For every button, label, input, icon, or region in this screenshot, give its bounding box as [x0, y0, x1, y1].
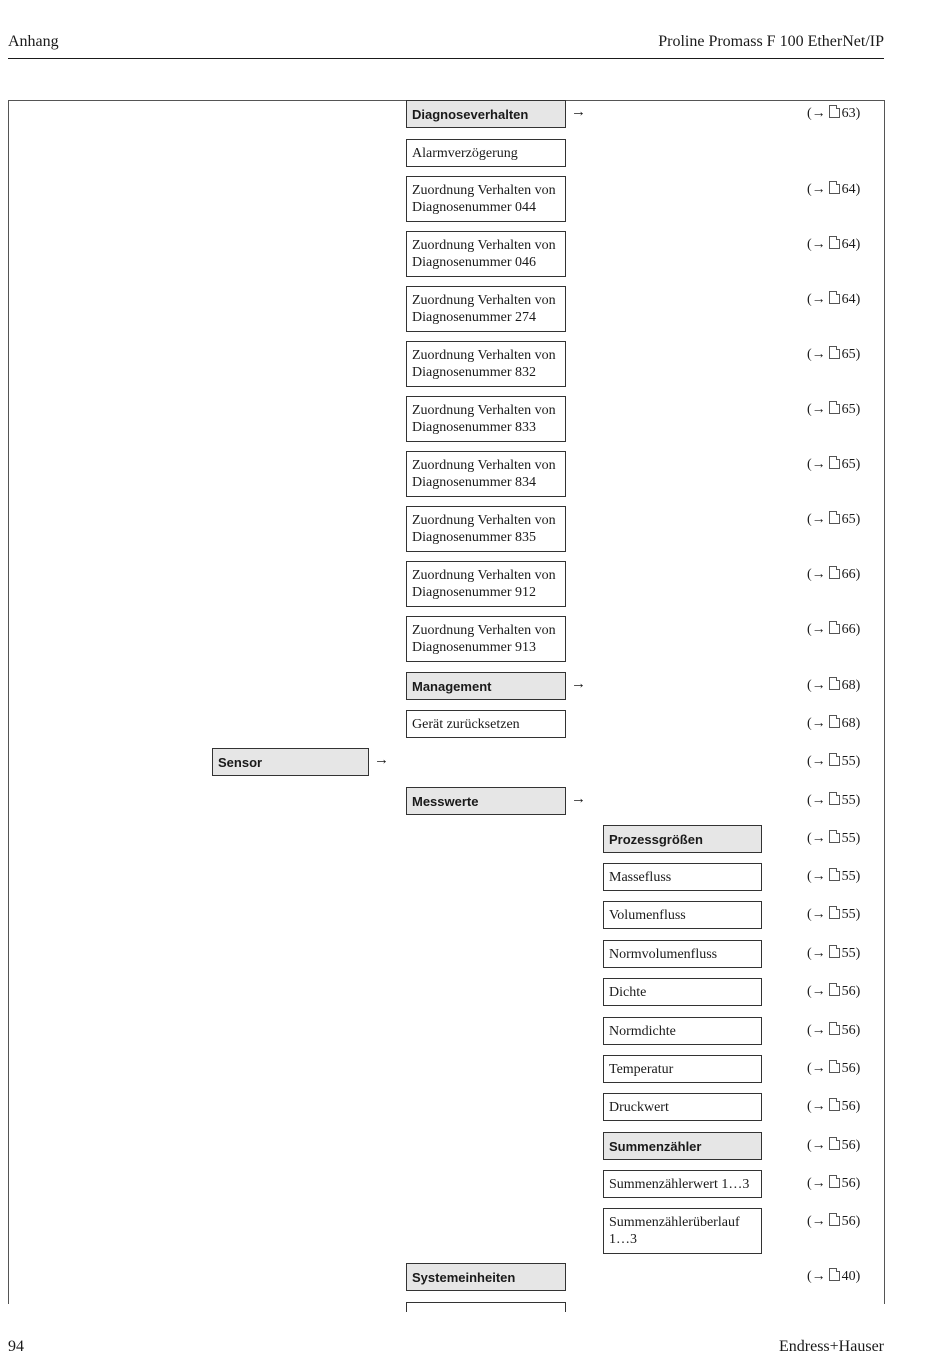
reference-close: ) — [855, 622, 861, 637]
menu-item: Zuordnung Verhalten von Diagnosenummer 832 — [406, 341, 566, 387]
reference-page-number: 56 — [841, 1061, 856, 1076]
page-reference — [807, 1137, 860, 1154]
menu-item: Zuordnung Verhalten von Diagnosenummer 834 — [406, 451, 566, 497]
menu-item: Systemeinheiten — [406, 1263, 566, 1291]
reference-close: ) — [855, 984, 861, 999]
page-icon — [829, 456, 840, 469]
page-reference — [807, 1175, 860, 1192]
reference-open: (→ — [807, 1061, 826, 1076]
page-reference — [807, 677, 860, 694]
page-reference — [807, 566, 860, 583]
page-icon — [829, 1022, 840, 1035]
reference-close: ) — [855, 754, 861, 769]
reference-page-number: 68 — [841, 716, 856, 731]
menu-item: Messwerte — [406, 787, 566, 815]
reference-close: ) — [855, 793, 861, 808]
reference-open: (→ — [807, 512, 826, 527]
reference-open: (→ — [807, 182, 826, 197]
reference-open: (→ — [807, 831, 826, 846]
menu-item: Zuordnung Verhalten von Diagnosenummer 044 — [406, 176, 566, 222]
page-icon — [829, 401, 840, 414]
reference-open: (→ — [807, 106, 826, 121]
reference-open: (→ — [807, 1099, 826, 1114]
reference-page-number: 65 — [841, 402, 856, 417]
reference-close: ) — [855, 106, 861, 121]
page-reference — [807, 1022, 860, 1039]
reference-close: ) — [855, 182, 861, 197]
reference-close: ) — [855, 292, 861, 307]
page-icon — [829, 830, 840, 843]
menu-item: Zuordnung Verhalten von Diagnosenummer 912 — [406, 561, 566, 607]
reference-close: ) — [855, 678, 861, 693]
menu-item: Normdichte — [603, 1017, 762, 1045]
reference-close: ) — [855, 567, 861, 582]
menu-item: Normvolumenfluss — [603, 940, 762, 968]
page-icon — [829, 1060, 840, 1073]
reference-page-number: 65 — [841, 457, 856, 472]
menu-item: Summenzähler — [603, 1132, 762, 1160]
page-reference — [807, 1060, 860, 1077]
reference-page-number: 66 — [841, 567, 856, 582]
menu-item: Zuordnung Verhalten von Diagnosenummer 835 — [406, 506, 566, 552]
page-reference — [807, 181, 860, 198]
reference-page-number: 56 — [841, 1214, 856, 1229]
reference-open: (→ — [807, 1269, 826, 1284]
page-icon — [829, 983, 840, 996]
header-product-name: Proline Promass F 100 EtherNet/IP — [658, 33, 884, 50]
reference-page-number: 65 — [841, 347, 856, 362]
reference-open: (→ — [807, 984, 826, 999]
page-reference — [807, 291, 860, 308]
reference-open: (→ — [807, 907, 826, 922]
page-reference — [807, 715, 860, 732]
reference-page-number: 66 — [841, 622, 856, 637]
reference-page-number: 56 — [841, 1138, 856, 1153]
reference-open: (→ — [807, 678, 826, 693]
menu-item: Management — [406, 672, 566, 700]
reference-page-number: 56 — [841, 984, 856, 999]
reference-page-number: 56 — [841, 1099, 856, 1114]
menu-item: Prozessgrößen — [603, 825, 762, 853]
menu-item: Zuordnung Verhalten von Diagnosenummer 274 — [406, 286, 566, 332]
menu-item: Diagnoseverhalten — [406, 100, 566, 128]
page-reference — [807, 105, 860, 122]
page-reference — [807, 983, 860, 1000]
reference-close: ) — [855, 1099, 861, 1114]
menu-tree-frame — [8, 100, 885, 1304]
page-icon — [829, 1137, 840, 1150]
reference-close: ) — [855, 716, 861, 731]
page-icon — [829, 906, 840, 919]
page-reference — [807, 1098, 860, 1115]
page-reference — [807, 945, 860, 962]
page-icon — [829, 181, 840, 194]
menu-item: Zuordnung Verhalten von Diagnosenummer 046 — [406, 231, 566, 277]
page-icon — [829, 1098, 840, 1111]
reference-page-number: 56 — [841, 1176, 856, 1191]
reference-close: ) — [855, 457, 861, 472]
menu-item: Summenzählerwert 1…3 — [603, 1170, 762, 1198]
page-icon — [829, 792, 840, 805]
reference-open: (→ — [807, 292, 826, 307]
footer-brand: Endress+Hauser — [779, 1338, 884, 1355]
reference-page-number: 64 — [841, 182, 856, 197]
page-reference — [807, 868, 860, 885]
page-reference — [807, 1213, 860, 1230]
menu-item: Dichte — [603, 978, 762, 1006]
page-number: 94 — [8, 1338, 24, 1355]
page-reference — [807, 830, 860, 847]
reference-close: ) — [855, 946, 861, 961]
menu-item: Gerät zurücksetzen — [406, 710, 566, 738]
reference-page-number: 55 — [841, 754, 856, 769]
reference-close: ) — [855, 1023, 861, 1038]
menu-item: Zuordnung Verhalten von Diagnosenummer 833 — [406, 396, 566, 442]
reference-page-number: 55 — [841, 946, 856, 961]
page-icon — [829, 566, 840, 579]
page-icon — [829, 236, 840, 249]
submenu-arrow-icon: → — [571, 791, 586, 807]
page-reference — [807, 753, 860, 770]
reference-open: (→ — [807, 457, 826, 472]
page-icon — [829, 105, 840, 118]
reference-page-number: 55 — [841, 869, 856, 884]
reference-close: ) — [855, 1214, 861, 1229]
reference-open: (→ — [807, 622, 826, 637]
page-icon — [829, 1213, 840, 1226]
reference-page-number: 64 — [841, 237, 856, 252]
header-section-title: Anhang — [8, 33, 59, 50]
menu-item: Summenzählerüberlauf 1…3 — [603, 1208, 762, 1254]
reference-close: ) — [855, 1269, 861, 1284]
reference-page-number: 55 — [841, 831, 856, 846]
reference-page-number: 55 — [841, 907, 856, 922]
page-icon — [829, 291, 840, 304]
page-reference — [807, 456, 860, 473]
page-reference — [807, 511, 860, 528]
page-icon — [829, 1175, 840, 1188]
menu-item: Volumenfluss — [603, 901, 762, 929]
reference-close: ) — [855, 512, 861, 527]
reference-page-number: 63 — [841, 106, 856, 121]
reference-close: ) — [855, 1138, 861, 1153]
page-reference — [807, 1268, 860, 1285]
reference-close: ) — [855, 1176, 861, 1191]
reference-open: (→ — [807, 1138, 826, 1153]
reference-open: (→ — [807, 567, 826, 582]
page-reference — [807, 401, 860, 418]
reference-open: (→ — [807, 793, 826, 808]
reference-close: ) — [855, 402, 861, 417]
reference-close: ) — [855, 237, 861, 252]
reference-page-number: 55 — [841, 793, 856, 808]
page-icon — [829, 868, 840, 881]
menu-item: Massefluss — [603, 863, 762, 891]
menu-item: Alarmverzögerung — [406, 139, 566, 167]
reference-open: (→ — [807, 754, 826, 769]
reference-close: ) — [855, 869, 861, 884]
page-icon — [829, 346, 840, 359]
menu-item: Zuordnung Verhalten von Diagnosenummer 913 — [406, 616, 566, 662]
submenu-arrow-icon: → — [571, 676, 586, 692]
reference-page-number: 56 — [841, 1023, 856, 1038]
page-icon — [829, 511, 840, 524]
reference-open: (→ — [807, 1023, 826, 1038]
submenu-arrow-icon: → — [374, 752, 389, 768]
page-icon — [829, 945, 840, 958]
reference-close: ) — [855, 1061, 861, 1076]
page-reference — [807, 906, 860, 923]
page-reference — [807, 621, 860, 638]
reference-page-number: 65 — [841, 512, 856, 527]
reference-close: ) — [855, 831, 861, 846]
reference-page-number: 40 — [841, 1269, 856, 1284]
reference-page-number: 64 — [841, 292, 856, 307]
reference-open: (→ — [807, 1176, 826, 1191]
page-icon — [829, 677, 840, 690]
reference-close: ) — [855, 347, 861, 362]
reference-open: (→ — [807, 402, 826, 417]
reference-open: (→ — [807, 946, 826, 961]
page-reference — [807, 792, 860, 809]
menu-item: Temperatur — [603, 1055, 762, 1083]
menu-item: Sensor — [212, 748, 369, 776]
page-icon — [829, 1268, 840, 1281]
reference-open: (→ — [807, 237, 826, 252]
menu-box-cutoff — [406, 1302, 566, 1312]
reference-open: (→ — [807, 716, 826, 731]
menu-item: Druckwert — [603, 1093, 762, 1121]
page-icon — [829, 753, 840, 766]
page-reference — [807, 236, 860, 253]
reference-close: ) — [855, 907, 861, 922]
page-icon — [829, 715, 840, 728]
reference-page-number: 68 — [841, 678, 856, 693]
page-reference — [807, 346, 860, 363]
reference-open: (→ — [807, 1214, 826, 1229]
page-icon — [829, 621, 840, 634]
header-rule — [8, 58, 884, 59]
reference-open: (→ — [807, 347, 826, 362]
reference-open: (→ — [807, 869, 826, 884]
submenu-arrow-icon: → — [571, 104, 586, 120]
